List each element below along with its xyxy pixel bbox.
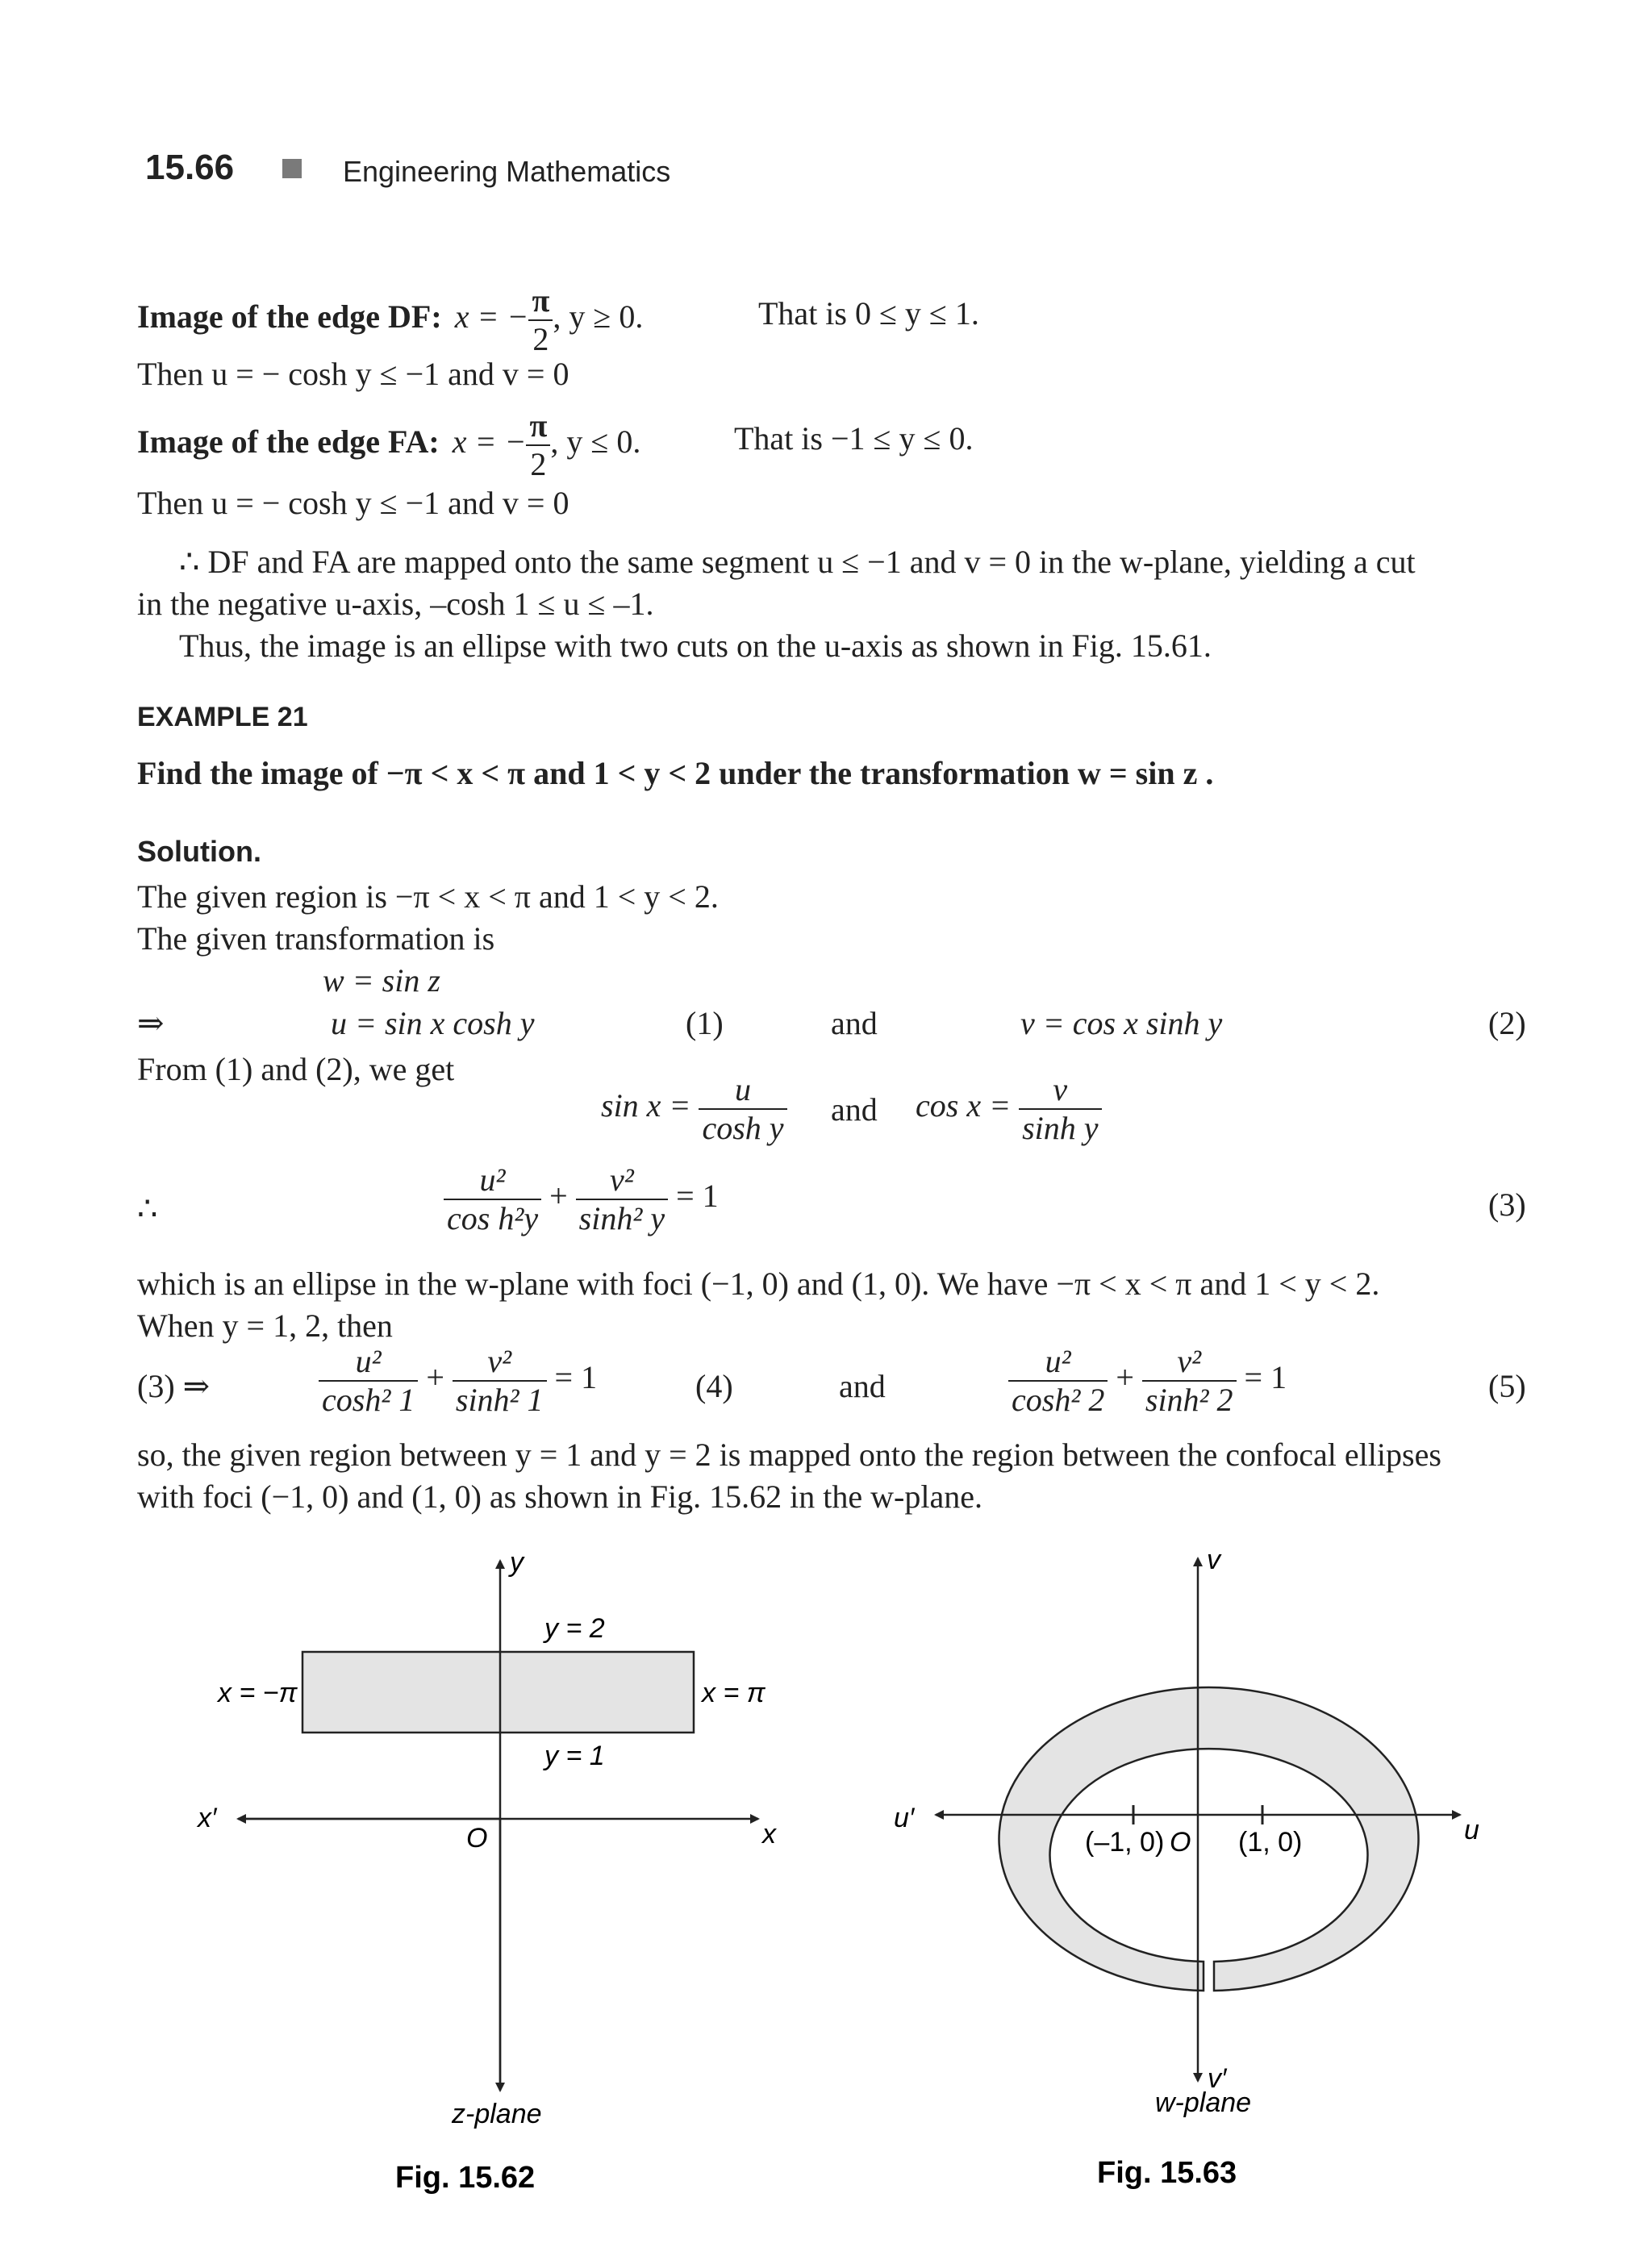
edge-fa-fraction: $\frac{\pi}{2}$	[526, 407, 550, 483]
from-line: From (1) and (2), we get	[137, 1051, 455, 1087]
edge-df-title: Image of the edge DF:	[137, 298, 442, 336]
eq3-fraction-v: $\frac{\text{v²}}{\text{sinh² y}}$	[576, 1161, 668, 1237]
y-axis-label: y	[510, 1547, 524, 1578]
edge-df-then: Then u = − cosh y ≤ −1 and v = 0	[137, 356, 569, 392]
eq5-fraction-u: $\frac{\text{u²}}{\text{cosh² 2}}$	[1008, 1343, 1108, 1419]
v-axis-label: v	[1207, 1545, 1220, 1575]
eq3-fraction-u: $\frac{\text{u²}}{\text{cos h²y}}$	[444, 1161, 541, 1237]
eq-number-1: (1)	[686, 1005, 724, 1041]
mapped-line-1: ∴ DF and FA are mapped onto the same segment u ≤ −1 and v = 0 in the w-plane, yielding a cut	[179, 544, 1416, 580]
ellipse-line: which is an ellipse in the w-plane with foci (−1, 0) and (1, 0). We have −π < x < π and 1 < y < 2.	[137, 1266, 1380, 1302]
region-rectangle	[302, 1652, 694, 1733]
edge-fa-then: Then u = − cosh y ≤ −1 and v = 0	[137, 485, 569, 521]
y2-label: y = 2	[544, 1613, 605, 1644]
eq3-implies: (3) ⇒	[137, 1368, 211, 1404]
edge-fa-title: Image of the edge FA:	[137, 423, 440, 461]
focus-left-label: (–1, 0)	[1085, 1827, 1165, 1858]
focus-right-label: (1, 0)	[1238, 1827, 1303, 1858]
edge-fa-cond: , y ≤ 0.	[550, 423, 641, 461]
implies-symbol: ⇒	[137, 1005, 165, 1041]
eq-number-2: (2)	[1488, 1005, 1526, 1041]
book-title: Engineering Mathematics	[343, 155, 671, 188]
x-pi-label: x = π	[702, 1678, 766, 1708]
v-equation: v = cos x sinh y	[1020, 1005, 1223, 1041]
conclusion-line-1: so, the given region between y = 1 and y = 2 is mapped onto the region between the confocal ellipses	[137, 1437, 1441, 1473]
eq5-fraction-v: $\frac{\text{v²}}{\text{sinh² 2}}$	[1142, 1343, 1237, 1419]
u-axis-label: u	[1464, 1815, 1479, 1845]
equation-5: $\frac{\text{u²}}{\text{cosh² 2}}$ + $\frac{\text{v²}}{\text{sinh² 2}}$ = 1	[1008, 1343, 1287, 1419]
eq4-fraction-u: $\frac{\text{u²}}{\text{cosh² 1}}$	[319, 1343, 418, 1419]
page-number: 15.66	[145, 148, 235, 187]
and-text-3: and	[839, 1368, 886, 1404]
eq4-fraction-v: $\frac{\text{v²}}{\text{sinh² 1}}$	[453, 1343, 547, 1419]
example-question: Find the image of −π < x < π and 1 < y < 2 under the transformation w = sin z .	[137, 755, 1214, 791]
z-plane-diagram	[196, 1547, 777, 2195]
w-origin-label: O	[1170, 1827, 1191, 1858]
therefore-symbol: ∴	[137, 1191, 158, 1227]
cosx-expression: cos x = $\frac{v}{\text{sinh y}}$	[916, 1071, 1102, 1147]
thus-line: Thus, the image is an ellipse with two cuts on the u-axis as shown in Fig. 15.61.	[179, 628, 1212, 664]
and-text-2: and	[831, 1091, 878, 1128]
edge-fa-that-is: That is −1 ≤ y ≤ 0.	[734, 420, 974, 457]
when-line: When y = 1, 2, then	[137, 1307, 393, 1344]
v-prime-label: v′	[1208, 2063, 1227, 2094]
z-plane-label: z-plane	[452, 2099, 542, 2129]
w-equation: w = sin z	[323, 962, 440, 999]
elliptic-annulus	[999, 1687, 1419, 1991]
edge-df-cond: , y ≥ 0.	[553, 298, 644, 336]
sinx-fraction: $\frac{u}{\text{cosh y}}$	[699, 1071, 786, 1147]
equation-3: $\frac{\text{u²}}{\text{cos h²y}}$ + $\frac{\text{v²}}{\text{sinh² y}}$ = 1	[444, 1161, 719, 1237]
cosx-fraction: $\frac{v}{\text{sinh y}}$	[1019, 1071, 1101, 1147]
edge-fa-eq: x = −	[452, 423, 527, 461]
solution-heading: Solution.	[137, 835, 261, 868]
x-prime-label: x′	[198, 1803, 217, 1833]
x-neg-pi-label: x = −π	[218, 1678, 298, 1708]
eq-number-3: (3)	[1488, 1186, 1526, 1223]
eq-number-5: (5)	[1488, 1368, 1526, 1404]
equation-4: $\frac{\text{u²}}{\text{cosh² 1}}$ + $\frac{\text{v²}}{\text{sinh² 1}}$ = 1	[319, 1343, 597, 1419]
and-text-1: and	[831, 1005, 878, 1041]
mapped-line-2: in the negative u-axis, –cosh 1 ≤ u ≤ –1.	[137, 586, 654, 622]
edge-df-that-is: That is 0 ≤ y ≤ 1.	[758, 295, 979, 332]
u-equation: u = sin x cosh y	[331, 1005, 535, 1041]
origin-label: O	[466, 1823, 488, 1854]
fig-15-62-caption: Fig. 15.62	[395, 2161, 536, 2195]
sinx-expression: sin x = $\frac{u}{\text{cosh y}}$	[601, 1071, 787, 1147]
region-line: The given region is −π < x < π and 1 < y < 2.	[137, 878, 719, 915]
edge-df-fraction: $\frac{\pi}{2}$	[528, 282, 553, 358]
u-prime-label: u′	[894, 1803, 915, 1833]
transform-line: The given transformation is	[137, 920, 495, 957]
w-plane-label: w-plane	[1155, 2087, 1252, 2118]
example-heading: EXAMPLE 21	[137, 702, 308, 732]
fig-15-63-caption: Fig. 15.63	[1097, 2156, 1237, 2190]
y1-label: y = 1	[544, 1741, 605, 1771]
conclusion-line-2: with foci (−1, 0) and (1, 0) as shown in Fig. 15.62 in the w-plane.	[137, 1478, 982, 1515]
w-plane-diagram	[894, 1545, 1479, 2190]
eq-number-4: (4)	[695, 1368, 733, 1404]
x-axis-label: x	[762, 1819, 776, 1849]
edge-df-eq: x = −	[454, 298, 529, 336]
